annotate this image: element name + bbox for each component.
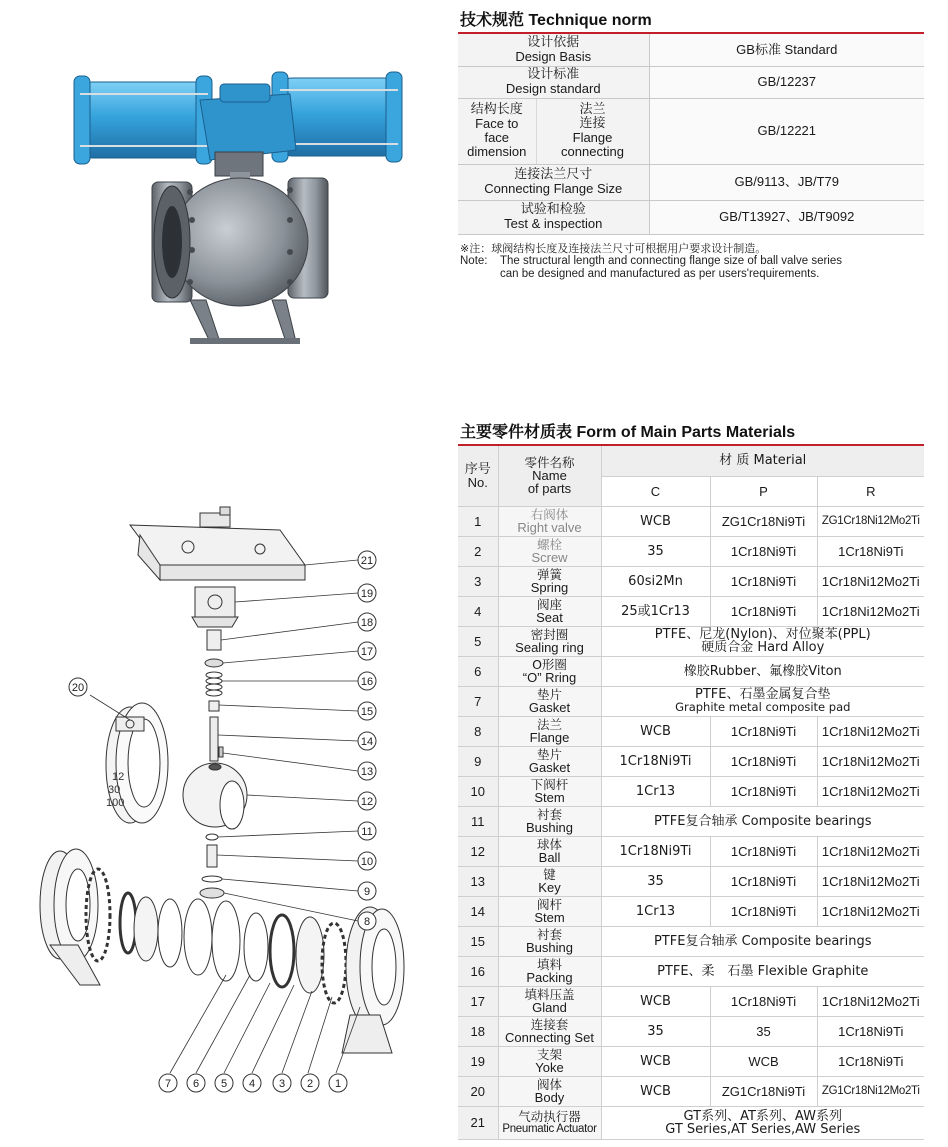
material-r: 1Cr18Ni9Ti (817, 536, 924, 566)
part-name-en: Pneumatic Actuator (502, 1122, 597, 1135)
part-name-cn: 球体 (536, 837, 562, 852)
part-name (498, 716, 601, 746)
part-name-en: Connecting Set (505, 1030, 594, 1045)
spec-note-en-1: The structural length and connecting flange size of ball valve series (500, 255, 843, 267)
table-row (458, 896, 924, 926)
table-row (458, 986, 924, 1016)
material-p: 1Cr18Ni9Ti (710, 536, 817, 566)
spec-label-en: Test & inspection (504, 216, 603, 231)
callout-number: 5 (220, 1078, 228, 1090)
lower-gasket-part (202, 876, 222, 882)
part-name-en: Seat (536, 610, 563, 625)
materials-title-en: Form of Main Parts Materials (576, 424, 796, 441)
spec-label-cn: 设计依据 (527, 34, 580, 50)
header-name-cn: 零件名称 (524, 455, 575, 471)
row-number: 15 (458, 926, 498, 956)
part-name (498, 626, 601, 656)
seat-right-part (296, 917, 324, 993)
material-p: 1Cr18Ni9Ti (710, 836, 817, 866)
part-name-en: Stem (534, 790, 565, 805)
table-row (458, 1076, 924, 1106)
material-c: 35 (601, 866, 710, 896)
part-name-en: Ball (538, 850, 561, 865)
material-span (601, 926, 924, 956)
part-name (498, 536, 601, 566)
material-c: 35 (601, 536, 710, 566)
material-p: 1Cr18Ni9Ti (710, 596, 817, 626)
spec-label-en: Design Basis (515, 48, 592, 64)
material-line: Graphite metal composite pad (675, 700, 851, 714)
technique-norm-table (458, 34, 924, 235)
material-line: PTFE复合轴承 Composite bearings (653, 813, 872, 829)
table-row (458, 536, 924, 566)
table-row (458, 200, 924, 234)
material-line: GT Series,AT Series,AW Series (665, 1121, 861, 1137)
part-name-cn: 阀杆 (536, 897, 562, 912)
spring-part (134, 897, 158, 961)
table-row (458, 656, 924, 686)
header-col-r: R (817, 476, 924, 506)
callout-number: 2 (306, 1078, 314, 1090)
actuator-part (130, 507, 305, 580)
part-name-cn: 衬套 (536, 807, 562, 822)
gasket-ring-part (212, 901, 240, 981)
material-r: 1Cr18Ni12Mo2Ti (817, 566, 924, 596)
part-name-cn: 支架 (536, 1047, 562, 1062)
part-name-en: Key (538, 880, 561, 895)
materials-table (458, 446, 924, 1140)
callout-number: 20 (71, 682, 85, 694)
callout-number: 10 (360, 856, 374, 868)
material-r: 1Cr18Ni9Ti (817, 1046, 924, 1076)
material-line: PTFE、尼龙(Nylon)、对位聚苯(PPL) (654, 627, 871, 642)
spec-sublabel-cn: 法兰连接 (579, 102, 606, 131)
table-row (458, 164, 924, 200)
part-name-cn: O形圈 (532, 657, 567, 672)
table-header-row (458, 446, 924, 476)
material-c: 1Cr18Ni9Ti (601, 746, 710, 776)
connecting-set-part (207, 630, 221, 650)
callout-number: 9 (363, 886, 371, 898)
part-name-en: Body (534, 1090, 565, 1105)
part-name-en: Spring (530, 580, 569, 595)
table-row (458, 926, 924, 956)
part-name-cn: 衬套 (536, 927, 562, 942)
materials-title (460, 419, 795, 442)
part-name-en: Screw (531, 550, 568, 565)
row-number: 10 (458, 776, 498, 806)
technique-norm-title-en: Technique norm (528, 12, 652, 29)
spec-note-cn: ※注：球阀结构长度及连接法兰尺寸可根据用户要求设计制造。 (460, 242, 767, 255)
lower-stem-part (207, 845, 217, 867)
header-col-c: C (601, 476, 710, 506)
material-r: 1Cr18Ni9Ti (817, 1016, 924, 1046)
bolt-ring-right-part (322, 923, 346, 1003)
spec-value: GB/12237 (649, 66, 924, 98)
row-number: 11 (458, 806, 498, 836)
part-name (498, 806, 601, 836)
row-number: 4 (458, 596, 498, 626)
spring-ring-part (270, 915, 294, 987)
callout-number: 6 (192, 1078, 200, 1090)
material-p: 1Cr18Ni9Ti (710, 896, 817, 926)
row-number: 12 (458, 836, 498, 866)
part-name (498, 956, 601, 986)
material-line: PTFE复合轴承 Composite bearings (653, 933, 872, 949)
seat-ring-part (120, 893, 136, 953)
flange-mark: 30 (108, 784, 121, 796)
material-p: 1Cr18Ni9Ti (710, 716, 817, 746)
material-c: WCB (601, 506, 710, 536)
material-c: WCB (601, 1046, 710, 1076)
packing-part (206, 672, 222, 696)
material-c: WCB (601, 986, 710, 1016)
part-name (498, 926, 601, 956)
header-no-cn: 序号 (464, 461, 491, 477)
table-row (458, 806, 924, 836)
valve-product-photo (60, 60, 410, 360)
material-p: 1Cr18Ni9Ti (710, 866, 817, 896)
spec-label-cn: 设计标准 (527, 67, 580, 82)
table-row (458, 626, 924, 656)
table-row (458, 1046, 924, 1076)
spec-value: GB/9113、JB/T79 (649, 164, 924, 200)
part-name-cn: 阀座 (536, 597, 562, 612)
part-name-cn: 气动执行器 (518, 1108, 581, 1124)
part-name-en: Sealing ring (515, 640, 584, 655)
material-r: ZG1Cr18Ni12Mo2Ti (817, 506, 924, 536)
material-span (601, 656, 924, 686)
material-span (601, 686, 924, 716)
material-span (601, 1106, 924, 1139)
table-row (458, 686, 924, 716)
part-name-en: “O” Rring (522, 670, 577, 685)
part-name-en: Bushing (526, 820, 573, 835)
callout-number: 16 (360, 676, 374, 688)
material-p: 35 (710, 1016, 817, 1046)
left-body-part (40, 849, 100, 985)
row-number: 1 (458, 506, 498, 536)
part-name (498, 1016, 601, 1046)
row-number: 9 (458, 746, 498, 776)
part-name-cn: 下阀杆 (530, 777, 569, 792)
material-p: 1Cr18Ni9Ti (710, 776, 817, 806)
part-name-cn: 右阀体 (530, 507, 569, 522)
material-r: 1Cr18Ni12Mo2Ti (817, 716, 924, 746)
material-c: WCB (601, 1076, 710, 1106)
part-name (498, 596, 601, 626)
table-row (458, 34, 924, 66)
part-name-cn: 填料压盖 (524, 987, 575, 1002)
material-c: 25或1Cr13 (601, 596, 710, 626)
exploded-view-diagram (20, 505, 440, 1105)
lower-bushing-part (206, 834, 218, 840)
flange-mark: 100 (106, 797, 125, 809)
o-ring-part (184, 899, 212, 975)
material-c: 60si2Mn (601, 566, 710, 596)
technique-norm-title-cn: 技术规范 (460, 10, 525, 29)
header-name-en-1: Name (532, 468, 567, 484)
callout-number: 17 (360, 646, 374, 658)
table-row (458, 66, 924, 98)
part-name-cn: 密封圈 (530, 627, 569, 642)
callout-number: 19 (360, 588, 374, 600)
part-name-cn: 连接套 (530, 1017, 569, 1032)
part-name-cn: 阀体 (536, 1077, 562, 1092)
key-part (219, 747, 223, 757)
bushing-part (209, 701, 219, 711)
technique-norm-title (460, 7, 652, 30)
table-row (458, 716, 924, 746)
row-number: 14 (458, 896, 498, 926)
stem-part (210, 717, 218, 761)
part-name (498, 1106, 601, 1139)
material-line: PTFE、石墨金属复合垫 (695, 687, 831, 702)
callout-number: 13 (360, 766, 374, 778)
spec-label-en: Design standard (505, 81, 601, 96)
part-name (498, 836, 601, 866)
row-number: 16 (458, 956, 498, 986)
material-span (601, 626, 924, 656)
row-number: 13 (458, 866, 498, 896)
part-name (498, 566, 601, 596)
spec-note-label: Note: (460, 255, 488, 267)
spec-label-cn: 试验和检验 (520, 202, 586, 217)
callout-number: 8 (363, 916, 371, 928)
table-row (458, 776, 924, 806)
header-no-en: No. (467, 474, 488, 490)
flange-mark: 12 (112, 771, 125, 783)
material-span (601, 956, 924, 986)
material-c: 1Cr13 (601, 776, 710, 806)
material-span (601, 806, 924, 836)
table-row (458, 1016, 924, 1046)
spec-note (460, 242, 930, 281)
material-p: 1Cr18Ni9Ti (710, 986, 817, 1016)
table-row (458, 836, 924, 866)
callout-number: 1 (334, 1078, 342, 1090)
material-line: PTFE、柔 石墨 Flexible Graphite (657, 963, 869, 979)
material-p: ZG1Cr18Ni9Ti (710, 506, 817, 536)
table-row (458, 866, 924, 896)
table-row (458, 506, 924, 536)
sealing-ring-part (158, 899, 182, 967)
part-name-en: Gasket (528, 700, 571, 715)
row-number: 21 (458, 1106, 498, 1139)
part-name (498, 866, 601, 896)
part-name (498, 1046, 601, 1076)
callout-number: 14 (360, 736, 374, 748)
header-material: 材 质 Material (601, 446, 924, 476)
row-number: 20 (458, 1076, 498, 1106)
material-c: 1Cr13 (601, 896, 710, 926)
part-name-en: Flange (529, 730, 570, 745)
spec-note-en-2: can be designed and manufactured as per users'requirements. (500, 268, 820, 280)
ball-part (183, 763, 247, 829)
row-number: 2 (458, 536, 498, 566)
part-name-en: Gasket (528, 760, 571, 775)
material-c: 1Cr18Ni9Ti (601, 836, 710, 866)
material-p: ZG1Cr18Ni9Ti (710, 1076, 817, 1106)
row-number: 18 (458, 1016, 498, 1046)
material-r: 1Cr18Ni12Mo2Ti (817, 896, 924, 926)
part-name-cn: 垫片 (536, 747, 562, 762)
material-line: GT系列、AT系列、AW系列 (683, 1108, 842, 1124)
material-r: 1Cr18Ni12Mo2Ti (817, 596, 924, 626)
part-name (498, 656, 601, 686)
material-r: 1Cr18Ni12Mo2Ti (817, 866, 924, 896)
spec-value: GB标准 Standard (649, 34, 924, 66)
row-number: 17 (458, 986, 498, 1016)
material-r: 1Cr18Ni12Mo2Ti (817, 776, 924, 806)
part-name (498, 506, 601, 536)
material-c: 35 (601, 1016, 710, 1046)
row-number: 8 (458, 716, 498, 746)
spec-label-cn: 结构长度 (470, 102, 523, 117)
material-c: WCB (601, 716, 710, 746)
callout-number: 12 (360, 796, 374, 808)
table-row (458, 956, 924, 986)
callout-number: 4 (248, 1078, 256, 1090)
material-r: 1Cr18Ni12Mo2Ti (817, 986, 924, 1016)
part-name (498, 686, 601, 716)
material-p: 1Cr18Ni9Ti (710, 566, 817, 596)
part-name-cn: 法兰 (536, 717, 562, 732)
part-name (498, 896, 601, 926)
gland-part (205, 659, 223, 667)
part-name (498, 776, 601, 806)
part-name-en: Bushing (526, 940, 573, 955)
part-name-en: Right valve (517, 520, 582, 535)
spec-label-cn: 连接法兰尺寸 (514, 167, 593, 182)
part-name (498, 986, 601, 1016)
row-number: 6 (458, 656, 498, 686)
row-number: 3 (458, 566, 498, 596)
header-col-p: P (710, 476, 817, 506)
part-name-en: Packing (526, 970, 573, 985)
seat-part (244, 913, 268, 981)
material-p: WCB (710, 1046, 817, 1076)
row-number: 7 (458, 686, 498, 716)
spec-label-en: Connecting Flange Size (484, 181, 623, 196)
part-name (498, 746, 601, 776)
material-line: 橡胶Rubber、氟橡胶Viton (683, 663, 842, 679)
header-name-en-2: of parts (527, 481, 572, 497)
materials-title-cn: 主要零件材质表 (460, 422, 573, 441)
part-name-cn: 键 (543, 867, 556, 882)
part-name-en: Gland (532, 1000, 567, 1015)
table-row (458, 1106, 924, 1139)
material-r: ZG1Cr18Ni12Mo2Ti (817, 1076, 924, 1106)
spec-value: GB/12221 (649, 98, 924, 164)
spec-label-en: Face to face dimension (467, 116, 527, 159)
table-row (458, 746, 924, 776)
spec-value: GB/T13927、JB/T9092 (649, 200, 924, 234)
material-r: 1Cr18Ni12Mo2Ti (817, 746, 924, 776)
part-name (498, 1076, 601, 1106)
table-row (458, 596, 924, 626)
material-p: 1Cr18Ni9Ti (710, 746, 817, 776)
material-r: 1Cr18Ni12Mo2Ti (817, 836, 924, 866)
table-row (458, 566, 924, 596)
material-line: 硬质合金 Hard Alloy (701, 640, 825, 655)
bottom-flange-part (200, 888, 224, 898)
callout-number: 21 (360, 555, 374, 567)
callout-number: 18 (360, 617, 374, 629)
yoke-part (192, 587, 238, 627)
callout-number: 11 (361, 826, 373, 838)
row-number: 19 (458, 1046, 498, 1076)
part-name-en: Yoke (535, 1060, 564, 1075)
callout-number: 7 (164, 1078, 172, 1090)
part-name-en: Stem (534, 910, 565, 925)
row-number: 5 (458, 626, 498, 656)
part-name-cn: 弹簧 (536, 567, 562, 582)
table-row (458, 98, 924, 164)
callout-number: 15 (360, 706, 374, 718)
spec-sublabel-en: Flange connecting (561, 130, 624, 159)
callout-number: 3 (278, 1078, 286, 1090)
part-name-cn: 填料 (536, 957, 562, 972)
part-name-cn: 垫片 (536, 687, 562, 702)
part-name-cn: 螺栓 (536, 537, 562, 552)
